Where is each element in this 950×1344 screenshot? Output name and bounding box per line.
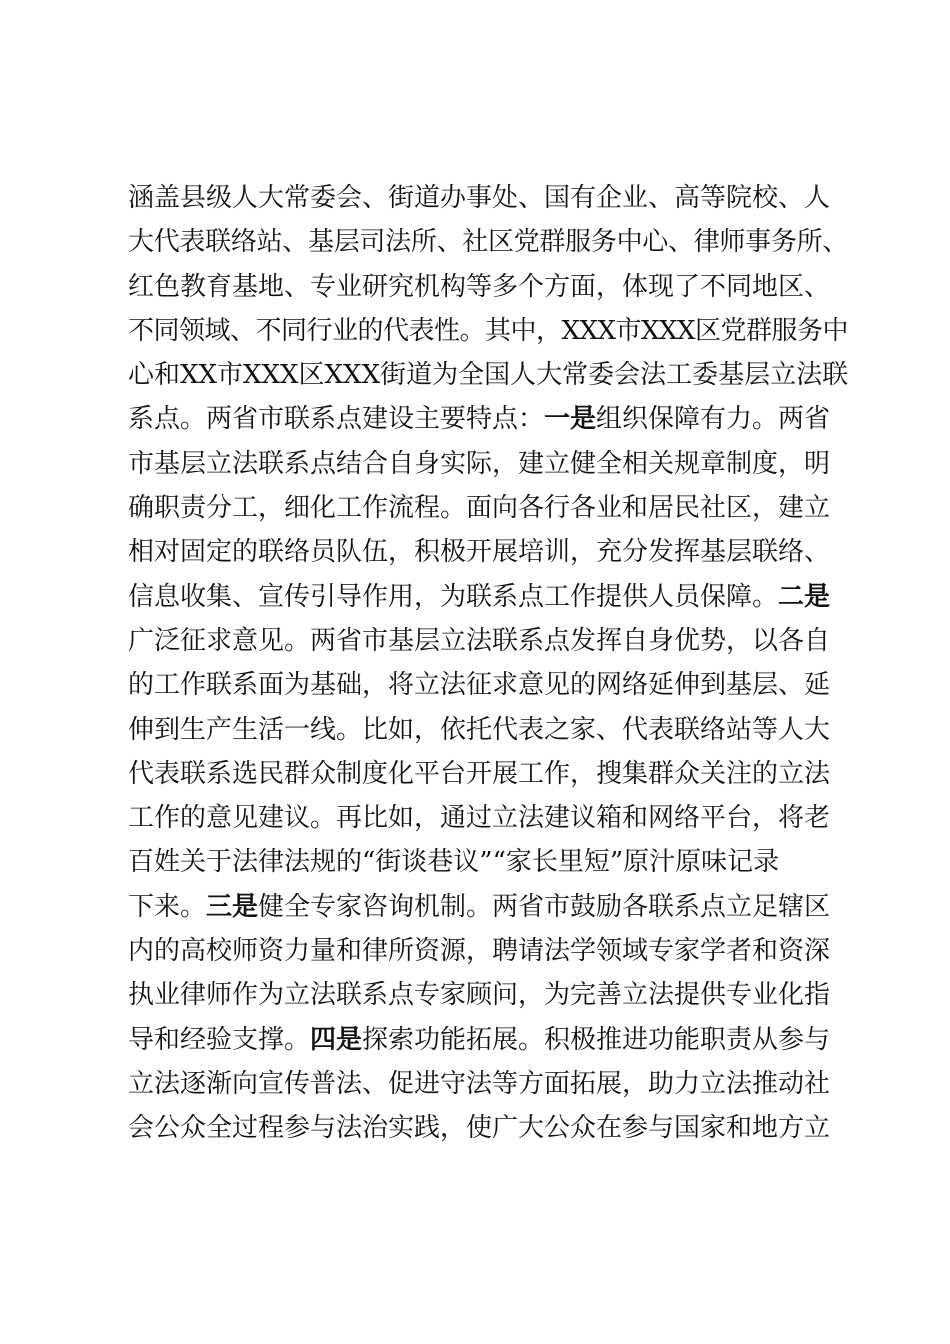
text-run: 红色教育基地、专业研究机构等多个方面，体现了不同地区、 [128, 271, 831, 302]
text-run: 组织保障有力。两省 [596, 404, 831, 435]
text-run: 下来。 [128, 891, 207, 922]
bold-lead-phrase: 三是 [206, 891, 259, 922]
text-run: 健全专家咨询机制。两省市鼓励各联系点立足辖区 [258, 891, 831, 922]
text-run: 导和经验支撑。 [128, 1024, 311, 1055]
text-run: 工作的意见建议。再比如，通过立法建议箱和网络平台，将老 [128, 803, 831, 834]
text-line [128, 885, 848, 929]
text-line [128, 442, 848, 486]
text-line [128, 840, 848, 884]
text-line [128, 1062, 848, 1106]
text-run: 不同领域、不同行业的代表性。其中，XXX市XXX区党群服务中 [128, 315, 849, 346]
text-line [128, 575, 848, 619]
text-line [128, 176, 848, 220]
text-run: 系点。两省市联系点建设主要特点： [128, 404, 545, 435]
text-run: 大代表联络站、基层司法所、社区党群服务中心、律师事务所、 [128, 227, 848, 258]
text-run: 探索功能拓展。积极推进功能职责从参与 [362, 1024, 831, 1055]
text-line [128, 796, 848, 840]
text-line [128, 353, 848, 397]
text-run: 涵盖县级人大常委会、街道办事处、国有企业、高等院校、人 [128, 183, 831, 213]
text-line [128, 1106, 848, 1150]
text-run: 立法逐渐向宣传普法、促进守法等方面拓展，助力立法推动社 [128, 1068, 831, 1099]
text-line [128, 486, 848, 530]
text-run: 相对固定的联络员队伍，积极开展培训，充分发挥基层联络、 [128, 537, 831, 568]
text-run: 广泛征求意见。两省市基层立法联系点发挥自身优势，以各自 [128, 625, 831, 656]
text-run: 确职责分工，细化工作流程。面向各行各业和居民社区，建立 [128, 493, 831, 524]
text-run: 伸到生产生活一线。比如，依托代表之家、代表联络站等人大 [128, 714, 831, 745]
text-line [128, 619, 848, 663]
text-run: 信息收集、宣传引导作用，为联系点工作提供人员保障。 [128, 581, 779, 612]
text-line [128, 265, 848, 309]
body-paragraph [128, 176, 848, 1151]
text-run: 执业律师作为立法联系点专家顾问，为完善立法提供专业化指 [128, 980, 831, 1011]
text-run: 市基层立法联系点结合自身实际，建立健全相关规章制度，明 [128, 448, 831, 479]
text-line [128, 1018, 848, 1062]
bold-lead-phrase: 一是 [544, 404, 597, 435]
text-run: 心和XX市XXX区XXX街道为全国人大常委会法工委基层立法联 [128, 360, 849, 391]
bold-lead-phrase: 四是 [310, 1024, 363, 1055]
text-run: 内的高校师资力量和律所资源，聘请法学领域专家学者和资深 [128, 936, 831, 967]
text-run: 的工作联系面为基础，将立法征求意见的网络延伸到基层、延 [128, 670, 831, 701]
bold-lead-phrase: 二是 [778, 581, 831, 612]
text-line [128, 397, 848, 441]
text-run: 会公众全过程参与法治实践，使广大公众在参与国家和地方立 [128, 1113, 831, 1144]
text-line [128, 929, 848, 973]
text-run: 百姓关于法律法规的“街谈巷议”“家长里短”原汁原味记录 [128, 847, 780, 878]
text-line [128, 708, 848, 752]
text-line [128, 973, 848, 1017]
text-run: 代表联系选民群众制度化平台开展工作，搜集群众关注的立法 [128, 758, 831, 789]
text-line [128, 663, 848, 707]
text-line [128, 530, 848, 574]
text-line [128, 752, 848, 796]
text-line [128, 309, 848, 353]
text-line [128, 220, 848, 264]
